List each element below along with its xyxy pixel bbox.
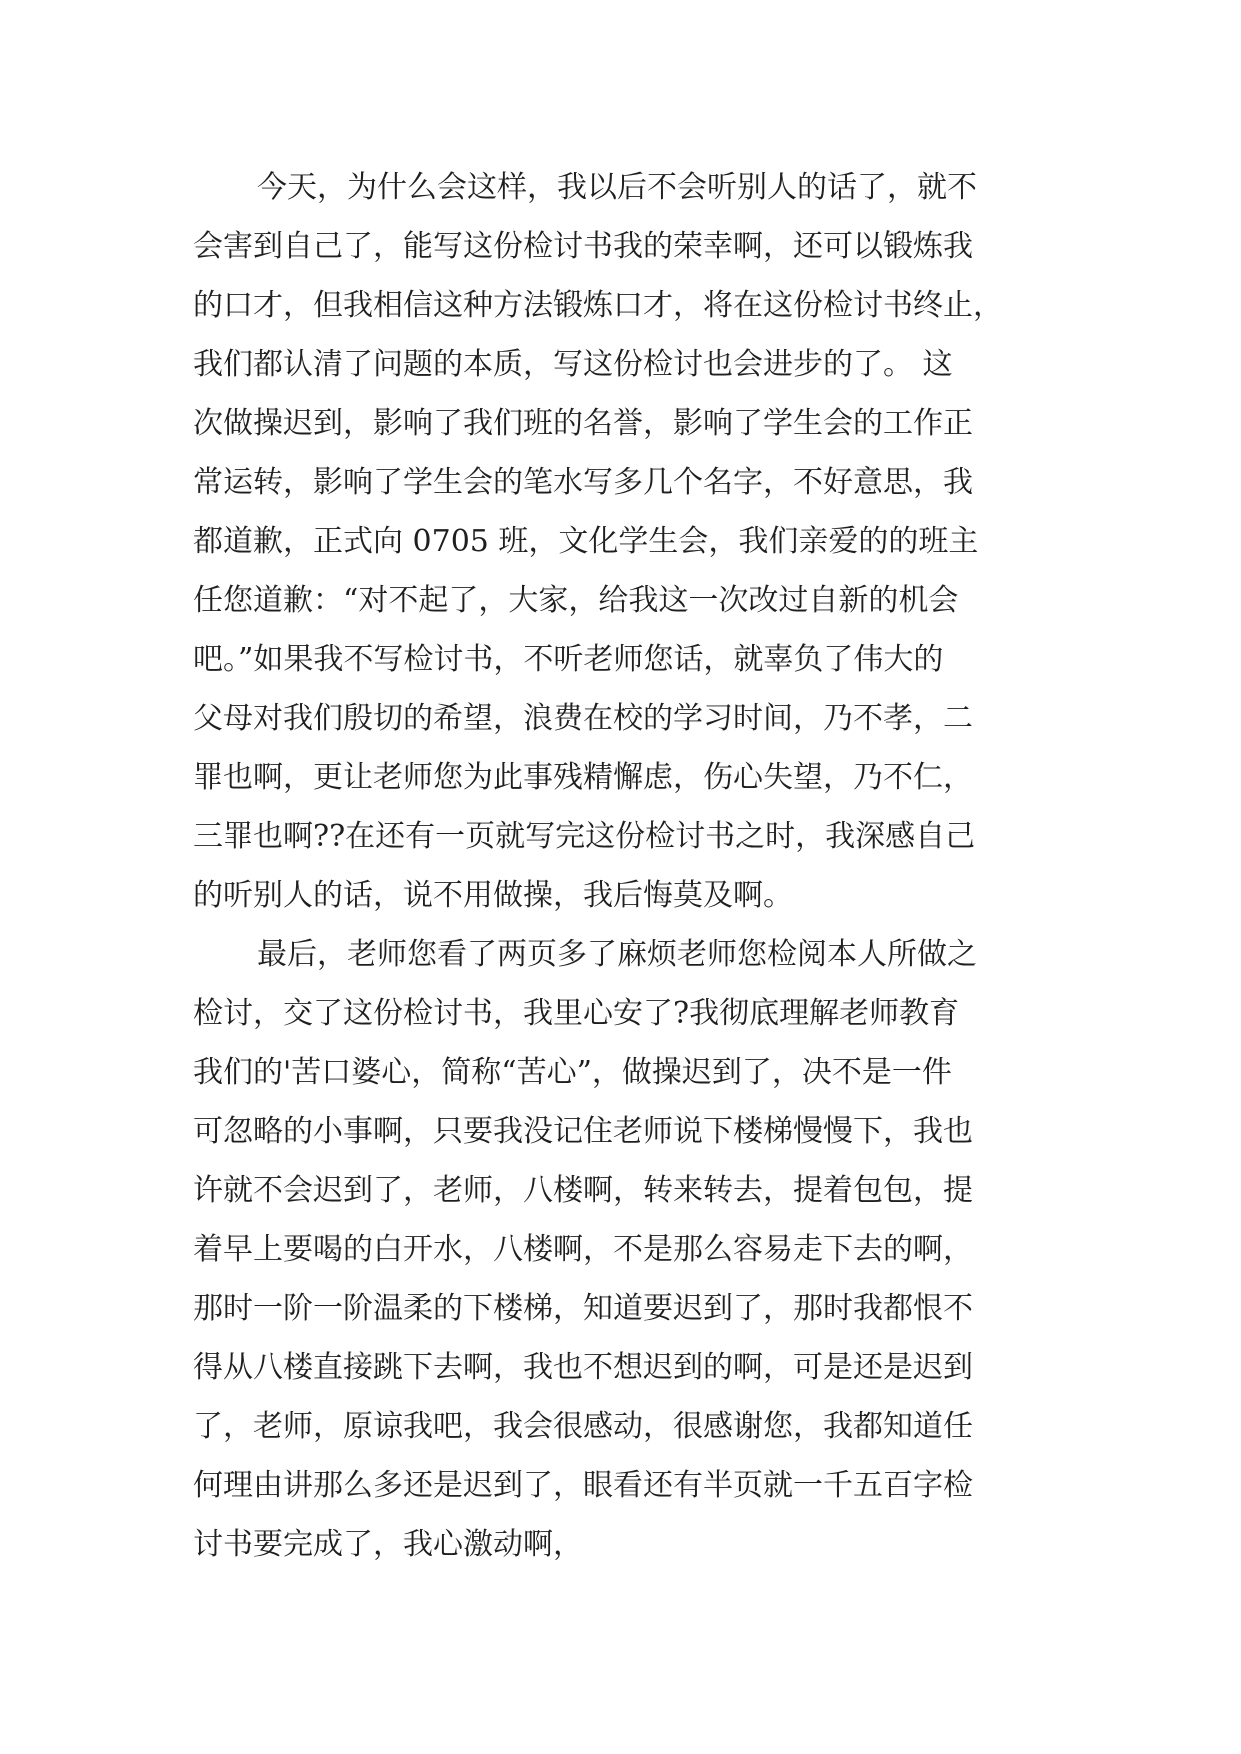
- text-line: 讨书要完成了，我心激动啊，: [193, 1527, 583, 1562]
- text-line: 我们的'苦口婆心，简称“苦心”，做操迟到了，决不是一件: [193, 1055, 952, 1090]
- text-line: 许就不会迟到了，老师，八楼啊，转来转去，提着包包，提: [193, 1173, 973, 1208]
- document-body: [193, 158, 1053, 1574]
- text-line: 着早上要喝的白开水，八楼啊，不是那么容易走下去的啊，: [193, 1232, 973, 1267]
- text-line: 得从八楼直接跳下去啊，我也不想迟到的啊，可是还是迟到: [193, 1350, 973, 1385]
- text-line: 今天，为什么会这样，我以后不会听别人的话了，就不: [257, 170, 977, 205]
- text-line: 了，老师，原谅我吧，我会很感动，很感谢您，我都知道任: [193, 1409, 973, 1444]
- text-line: 次做操迟到，影响了我们班的名誉，影响了学生会的工作正: [193, 406, 973, 441]
- text-line: 检讨，交了这份检讨书，我里心安了?我彻底理解老师教育: [193, 996, 960, 1031]
- text-line: 都道歉，正式向 0705 班，文化学生会，我们亲爱的的班主: [193, 524, 979, 559]
- text-line: 的听别人的话，说不用做操，我后悔莫及啊。: [193, 878, 793, 913]
- text-line: 常运转，影响了学生会的笔水写多几个名字，不好意思，我: [193, 465, 973, 500]
- text-line: 会害到自己了，能写这份检讨书我的荣幸啊，还可以锻炼我: [193, 229, 973, 264]
- text-line: 可忽略的小事啊，只要我没记住老师说下楼梯慢慢下，我也: [193, 1114, 973, 1149]
- text-line: 何理由讲那么多还是迟到了，眼看还有半页就一千五百字检: [193, 1468, 973, 1503]
- text-line: 父母对我们殷切的希望，浪费在校的学习时间，乃不孝，二: [193, 701, 973, 736]
- text-line: 那时一阶一阶温柔的下楼梯，知道要迟到了，那时我都恨不: [193, 1291, 973, 1326]
- text-line: 吧。”如果我不写检讨书，不听老师您话，就辜负了伟大的: [193, 642, 944, 677]
- text-line: 的口才，但我相信这种方法锻炼口才，将在这份检讨书终止，: [193, 288, 1003, 323]
- text-line: 任您道歉：“对不起了，大家，给我这一次改过自新的机会: [193, 583, 959, 618]
- text-line: 罪也啊，更让老师您为此事残精懈虑，伤心失望，乃不仁，: [193, 760, 973, 795]
- text-line: 我们都认清了问题的本质，写这份检讨也会进步的了。 这: [193, 347, 953, 382]
- text-line: 三罪也啊??在还有一页就写完这份检讨书之时，我深感自己: [193, 819, 976, 854]
- text-line: 最后，老师您看了两页多了麻烦老师您检阅本人所做之: [257, 937, 977, 972]
